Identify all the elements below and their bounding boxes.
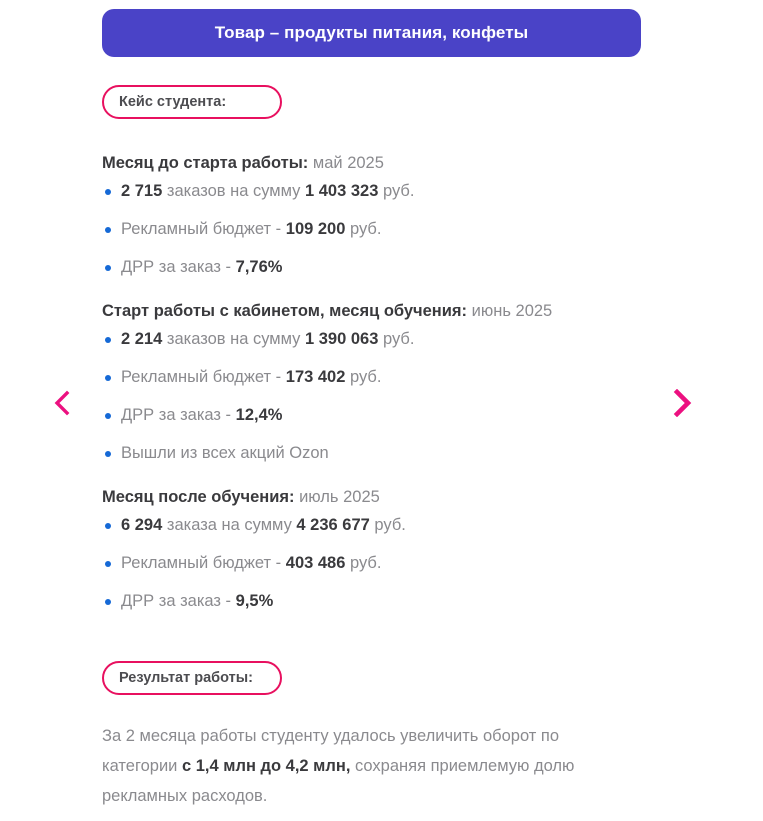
- list-item: [102, 256, 647, 278]
- plain-text: ДРР за заказ -: [121, 592, 236, 610]
- list-item: [102, 514, 647, 536]
- emphasis-text: 109 200: [285, 220, 346, 238]
- plain-text: Рекламный бюджет -: [121, 220, 286, 238]
- list-item: [102, 590, 647, 612]
- list-item: [102, 328, 647, 350]
- metrics-block: [102, 300, 647, 464]
- metrics-block-month: июнь 2025: [467, 302, 553, 320]
- metrics-block-month: май 2025: [308, 154, 384, 172]
- plain-text: заказов на сумму: [162, 330, 305, 348]
- plain-text: руб.: [345, 368, 382, 386]
- metrics-block-heading: [102, 152, 647, 174]
- list-item: [102, 552, 647, 574]
- plain-text: руб.: [345, 220, 382, 238]
- result-summary-text: [102, 721, 637, 811]
- metrics-block: [102, 152, 647, 278]
- emphasis-text: 2 214: [121, 330, 163, 348]
- emphasis-text: 4 236 677: [296, 516, 370, 534]
- carousel-next-button[interactable]: [665, 386, 699, 420]
- result-badge-label: Результат работы:: [119, 670, 253, 686]
- plain-text: руб.: [369, 516, 406, 534]
- metrics-block-heading-label: Месяц до старта работы:: [102, 154, 309, 172]
- plain-text: руб.: [345, 554, 382, 572]
- plain-text: ДРР за заказ -: [121, 406, 236, 424]
- emphasis-text: 173 402: [285, 368, 346, 386]
- result-badge: [102, 661, 282, 695]
- emphasis-text: 9,5%: [235, 592, 274, 610]
- emphasis-text: 7,76%: [235, 258, 283, 276]
- emphasis-text: 12,4%: [235, 406, 283, 424]
- emphasis-text: 403 486: [285, 554, 346, 572]
- emphasis-text: 2 715: [121, 182, 163, 200]
- list-item: [102, 218, 647, 240]
- plain-text: заказа на сумму: [162, 516, 297, 534]
- metrics-block-heading: [102, 300, 647, 322]
- emphasis-text: с 1,4 млн до 4,2 млн,: [181, 757, 351, 775]
- emphasis-text: 1 390 063: [305, 330, 379, 348]
- plain-text: Вышли из всех акций Ozon: [121, 444, 329, 462]
- slide-title: Товар – продукты питания, конфеты: [214, 23, 529, 42]
- plain-text: ДРР за заказ -: [121, 258, 236, 276]
- metrics-block-heading-label: Месяц после обучения:: [102, 488, 295, 506]
- metrics-bullet-list: [102, 514, 647, 612]
- chevron-right-icon: [672, 389, 692, 417]
- plain-text: Рекламный бюджет -: [121, 368, 286, 386]
- emphasis-text: 6 294: [121, 516, 163, 534]
- list-item: [102, 180, 647, 202]
- plain-text: сохраняя приемлемую долю рекламных расходов.: [102, 757, 575, 805]
- plain-text: Рекламный бюджет -: [121, 554, 286, 572]
- case-badge-label: Кейс студента:: [119, 94, 227, 110]
- plain-text: руб.: [378, 182, 415, 200]
- carousel-prev-button[interactable]: [45, 386, 79, 420]
- list-item: [102, 442, 647, 464]
- plain-text: заказов на сумму: [162, 182, 305, 200]
- metrics-block: [102, 486, 647, 612]
- metrics-block-heading-label: Старт работы с кабинетом, месяц обучения:: [102, 302, 468, 320]
- metrics-block-heading: [102, 486, 647, 508]
- list-item: [102, 366, 647, 388]
- slide-title-bar: [102, 9, 641, 57]
- result-section: [102, 661, 647, 811]
- metrics-block-month: июль 2025: [294, 488, 380, 506]
- metrics-bullet-list: [102, 328, 647, 464]
- emphasis-text: 1 403 323: [305, 182, 379, 200]
- chevron-left-icon: [53, 390, 71, 416]
- case-badge: [102, 85, 282, 119]
- plain-text: руб.: [378, 330, 415, 348]
- list-item: [102, 404, 647, 426]
- metrics-blocks: [102, 152, 647, 612]
- metrics-bullet-list: [102, 180, 647, 278]
- plain-text: За 2 месяца работы студенту удалось увеличить оборот по категории: [102, 727, 560, 775]
- case-study-slide: [102, 0, 647, 811]
